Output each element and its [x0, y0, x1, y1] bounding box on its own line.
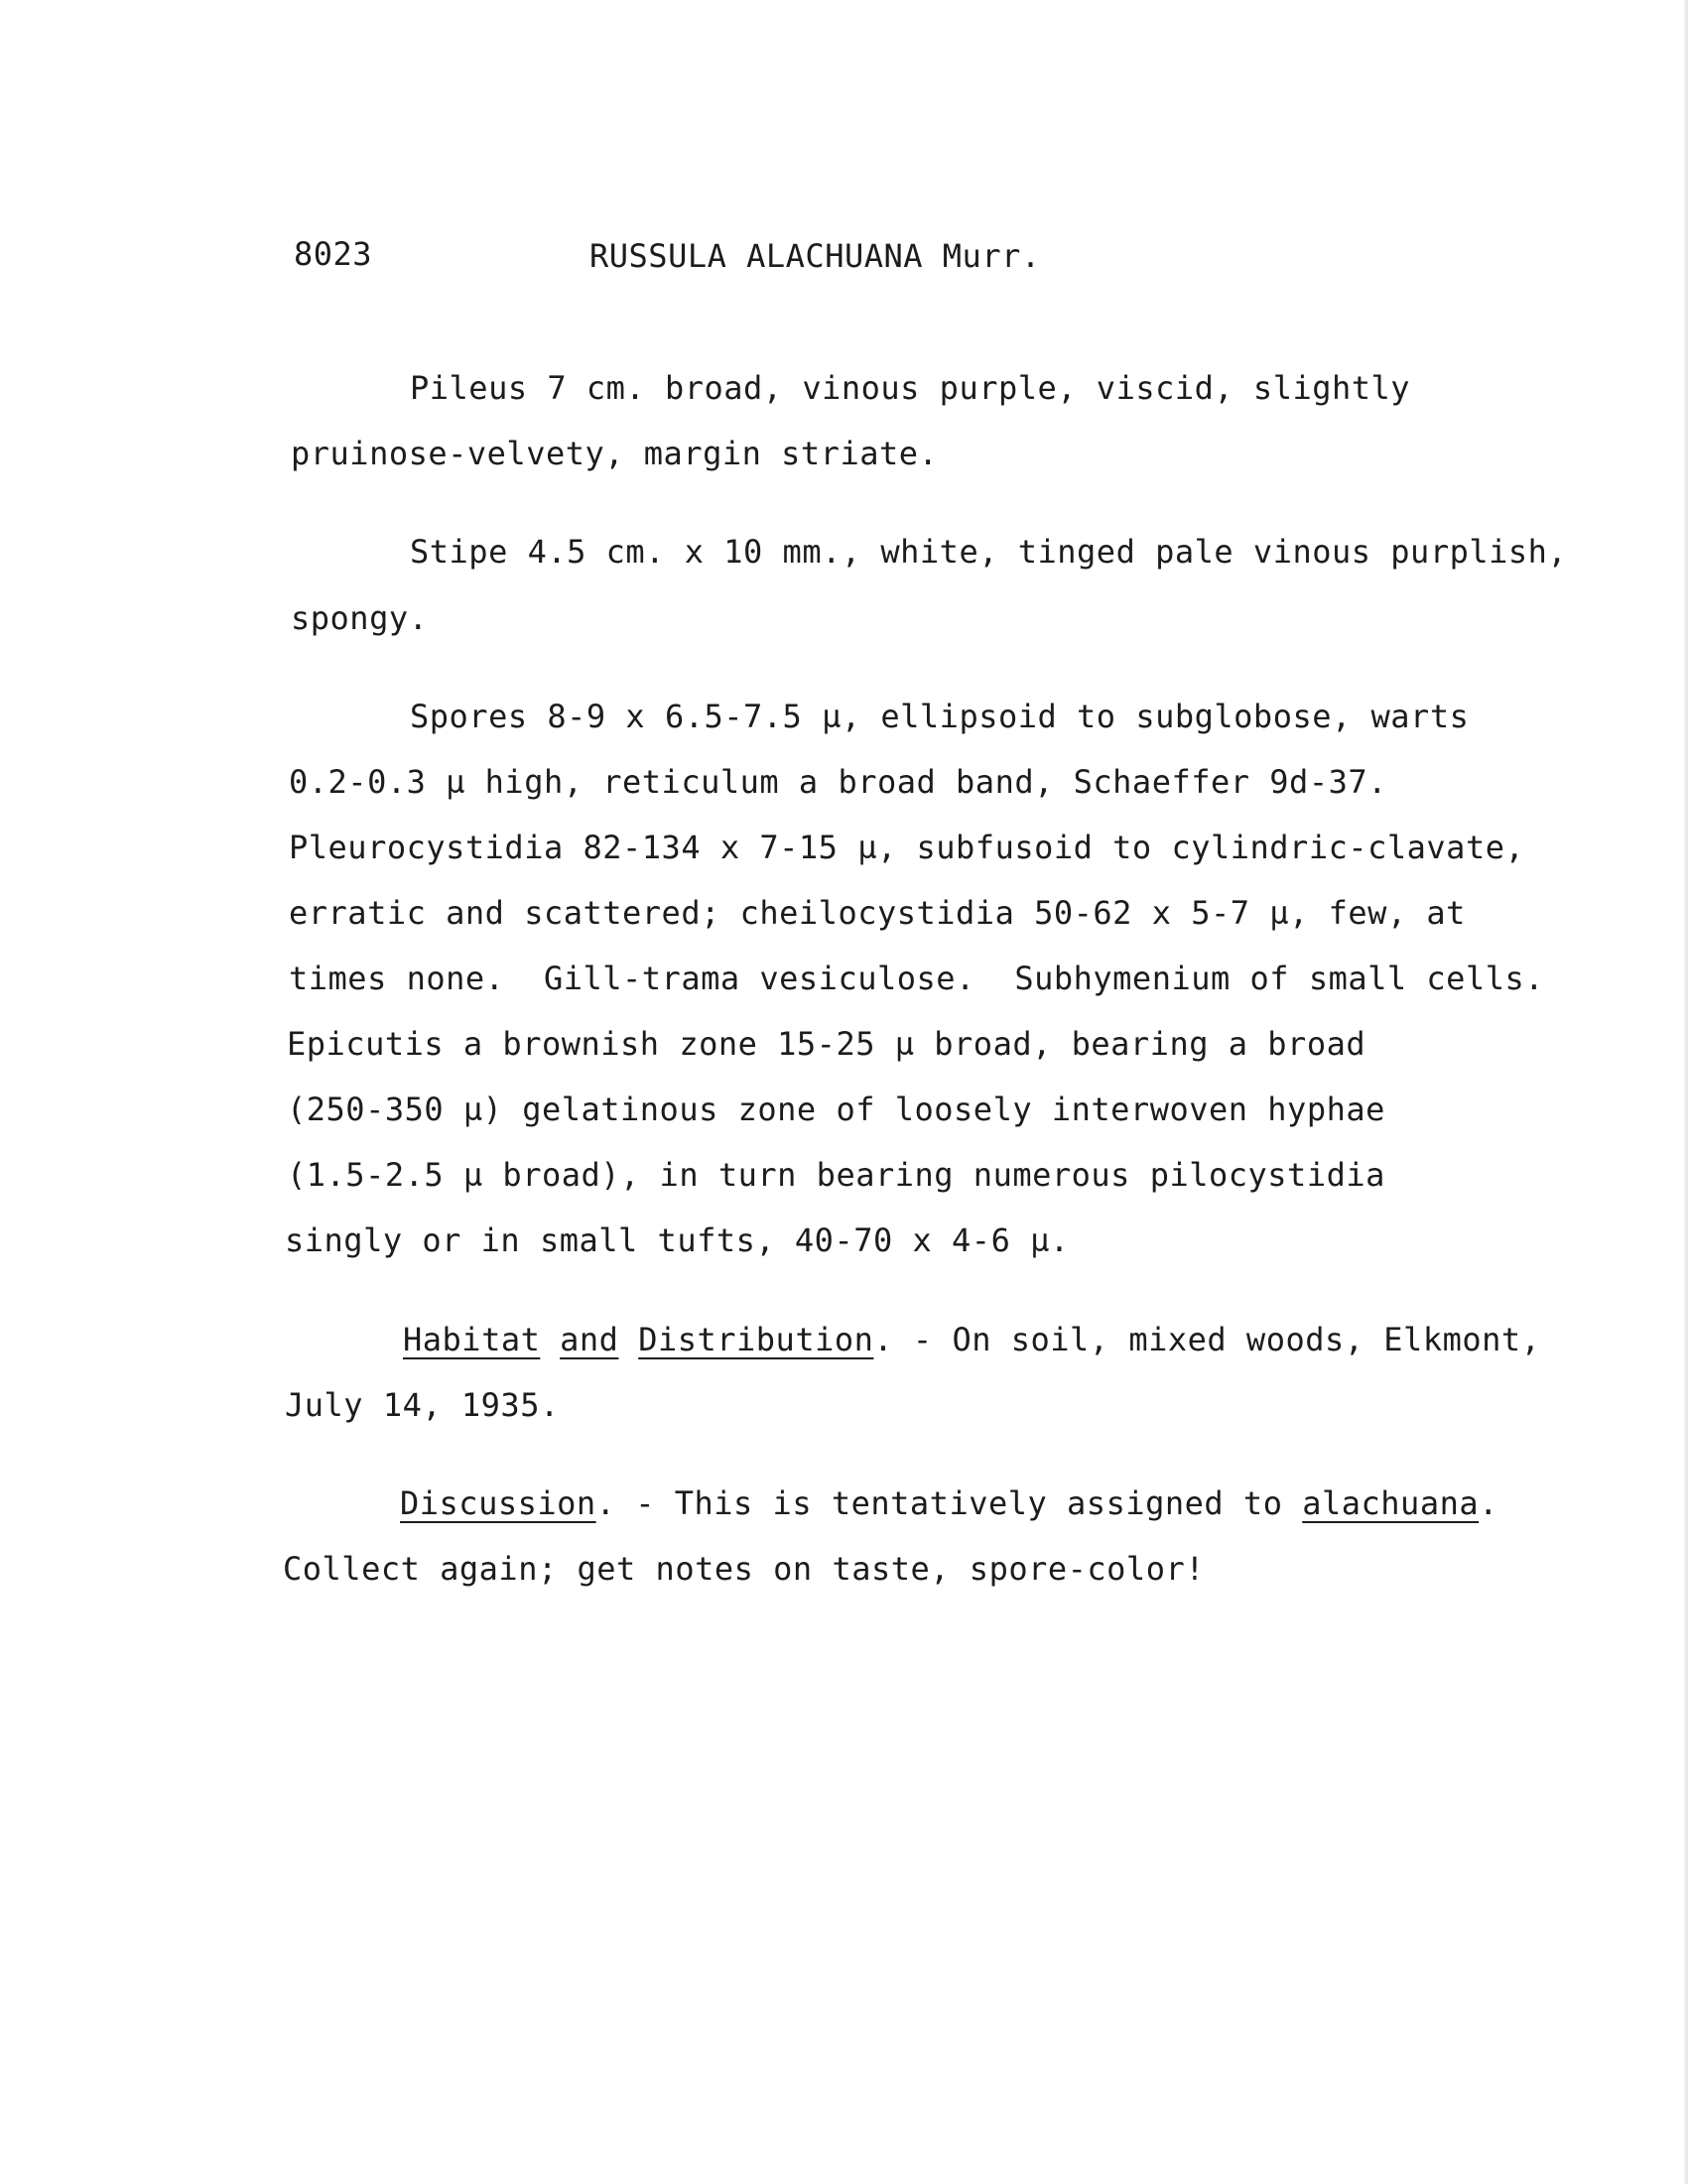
- discussion-text: . - This is tentatively assigned to: [595, 1484, 1303, 1522]
- spores-line-7: (250-350 µ) gelatinous zone of loosely interwoven hyphae: [287, 1091, 1385, 1128]
- habitat-heading-word-1: Habitat: [403, 1321, 541, 1358]
- habitat-heading-word-3: Distribution: [638, 1321, 874, 1358]
- spores-line-9: singly or in small tufts, 40-70 x 4-6 µ.: [285, 1221, 1070, 1259]
- spores-line-8: (1.5-2.5 µ broad), in turn bearing numerous pilocystidia: [287, 1156, 1385, 1194]
- spores-line-1: Spores 8-9 x 6.5-7.5 µ, ellipsoid to subglobose, warts: [410, 698, 1470, 735]
- habitat-line-1: [403, 1320, 1540, 1359]
- species-title: RUSSULA ALACHUANA Murr.: [589, 237, 1041, 275]
- discussion-end: .: [1479, 1484, 1498, 1522]
- stipe-line-2: spongy.: [291, 599, 429, 637]
- discussion-line-2: Collect again; get notes on taste, spore-color!: [283, 1550, 1205, 1588]
- pileus-line-2: pruinose-velvety, margin striate.: [291, 435, 939, 472]
- spores-line-2: 0.2-0.3 µ high, reticulum a broad band, Schaeffer 9d-37.: [289, 763, 1387, 801]
- page-edge-shadow: [1684, 0, 1688, 2184]
- spores-line-3: Pleurocystidia 82-134 x 7-15 µ, subfusoid to cylindric-clavate,: [289, 829, 1525, 866]
- spores-line-4: erratic and scattered; cheilocystidia 50-62 x 5-7 µ, few, at: [289, 894, 1466, 932]
- habitat-line-2: July 14, 1935.: [285, 1386, 560, 1424]
- habitat-heading-word-2: and: [560, 1321, 619, 1358]
- discussion-heading: Discussion: [400, 1484, 596, 1522]
- specimen-number: 8023: [294, 235, 373, 273]
- spores-line-6: Epicutis a brownish zone 15-25 µ broad, bearing a broad: [287, 1025, 1366, 1063]
- pileus-line-1: Pileus 7 cm. broad, vinous purple, viscid, slightly: [410, 369, 1411, 407]
- discussion-line-1: [400, 1483, 1498, 1523]
- discussion-taxon: alachuana: [1302, 1484, 1480, 1522]
- stipe-line-1: Stipe 4.5 cm. x 10 mm., white, tinged pale vinous purplish,: [410, 533, 1568, 571]
- habitat-text: . - On soil, mixed woods, Elkmont,: [873, 1321, 1541, 1358]
- spores-line-5: times none. Gill-trama vesiculose. Subhymenium of small cells.: [289, 960, 1544, 997]
